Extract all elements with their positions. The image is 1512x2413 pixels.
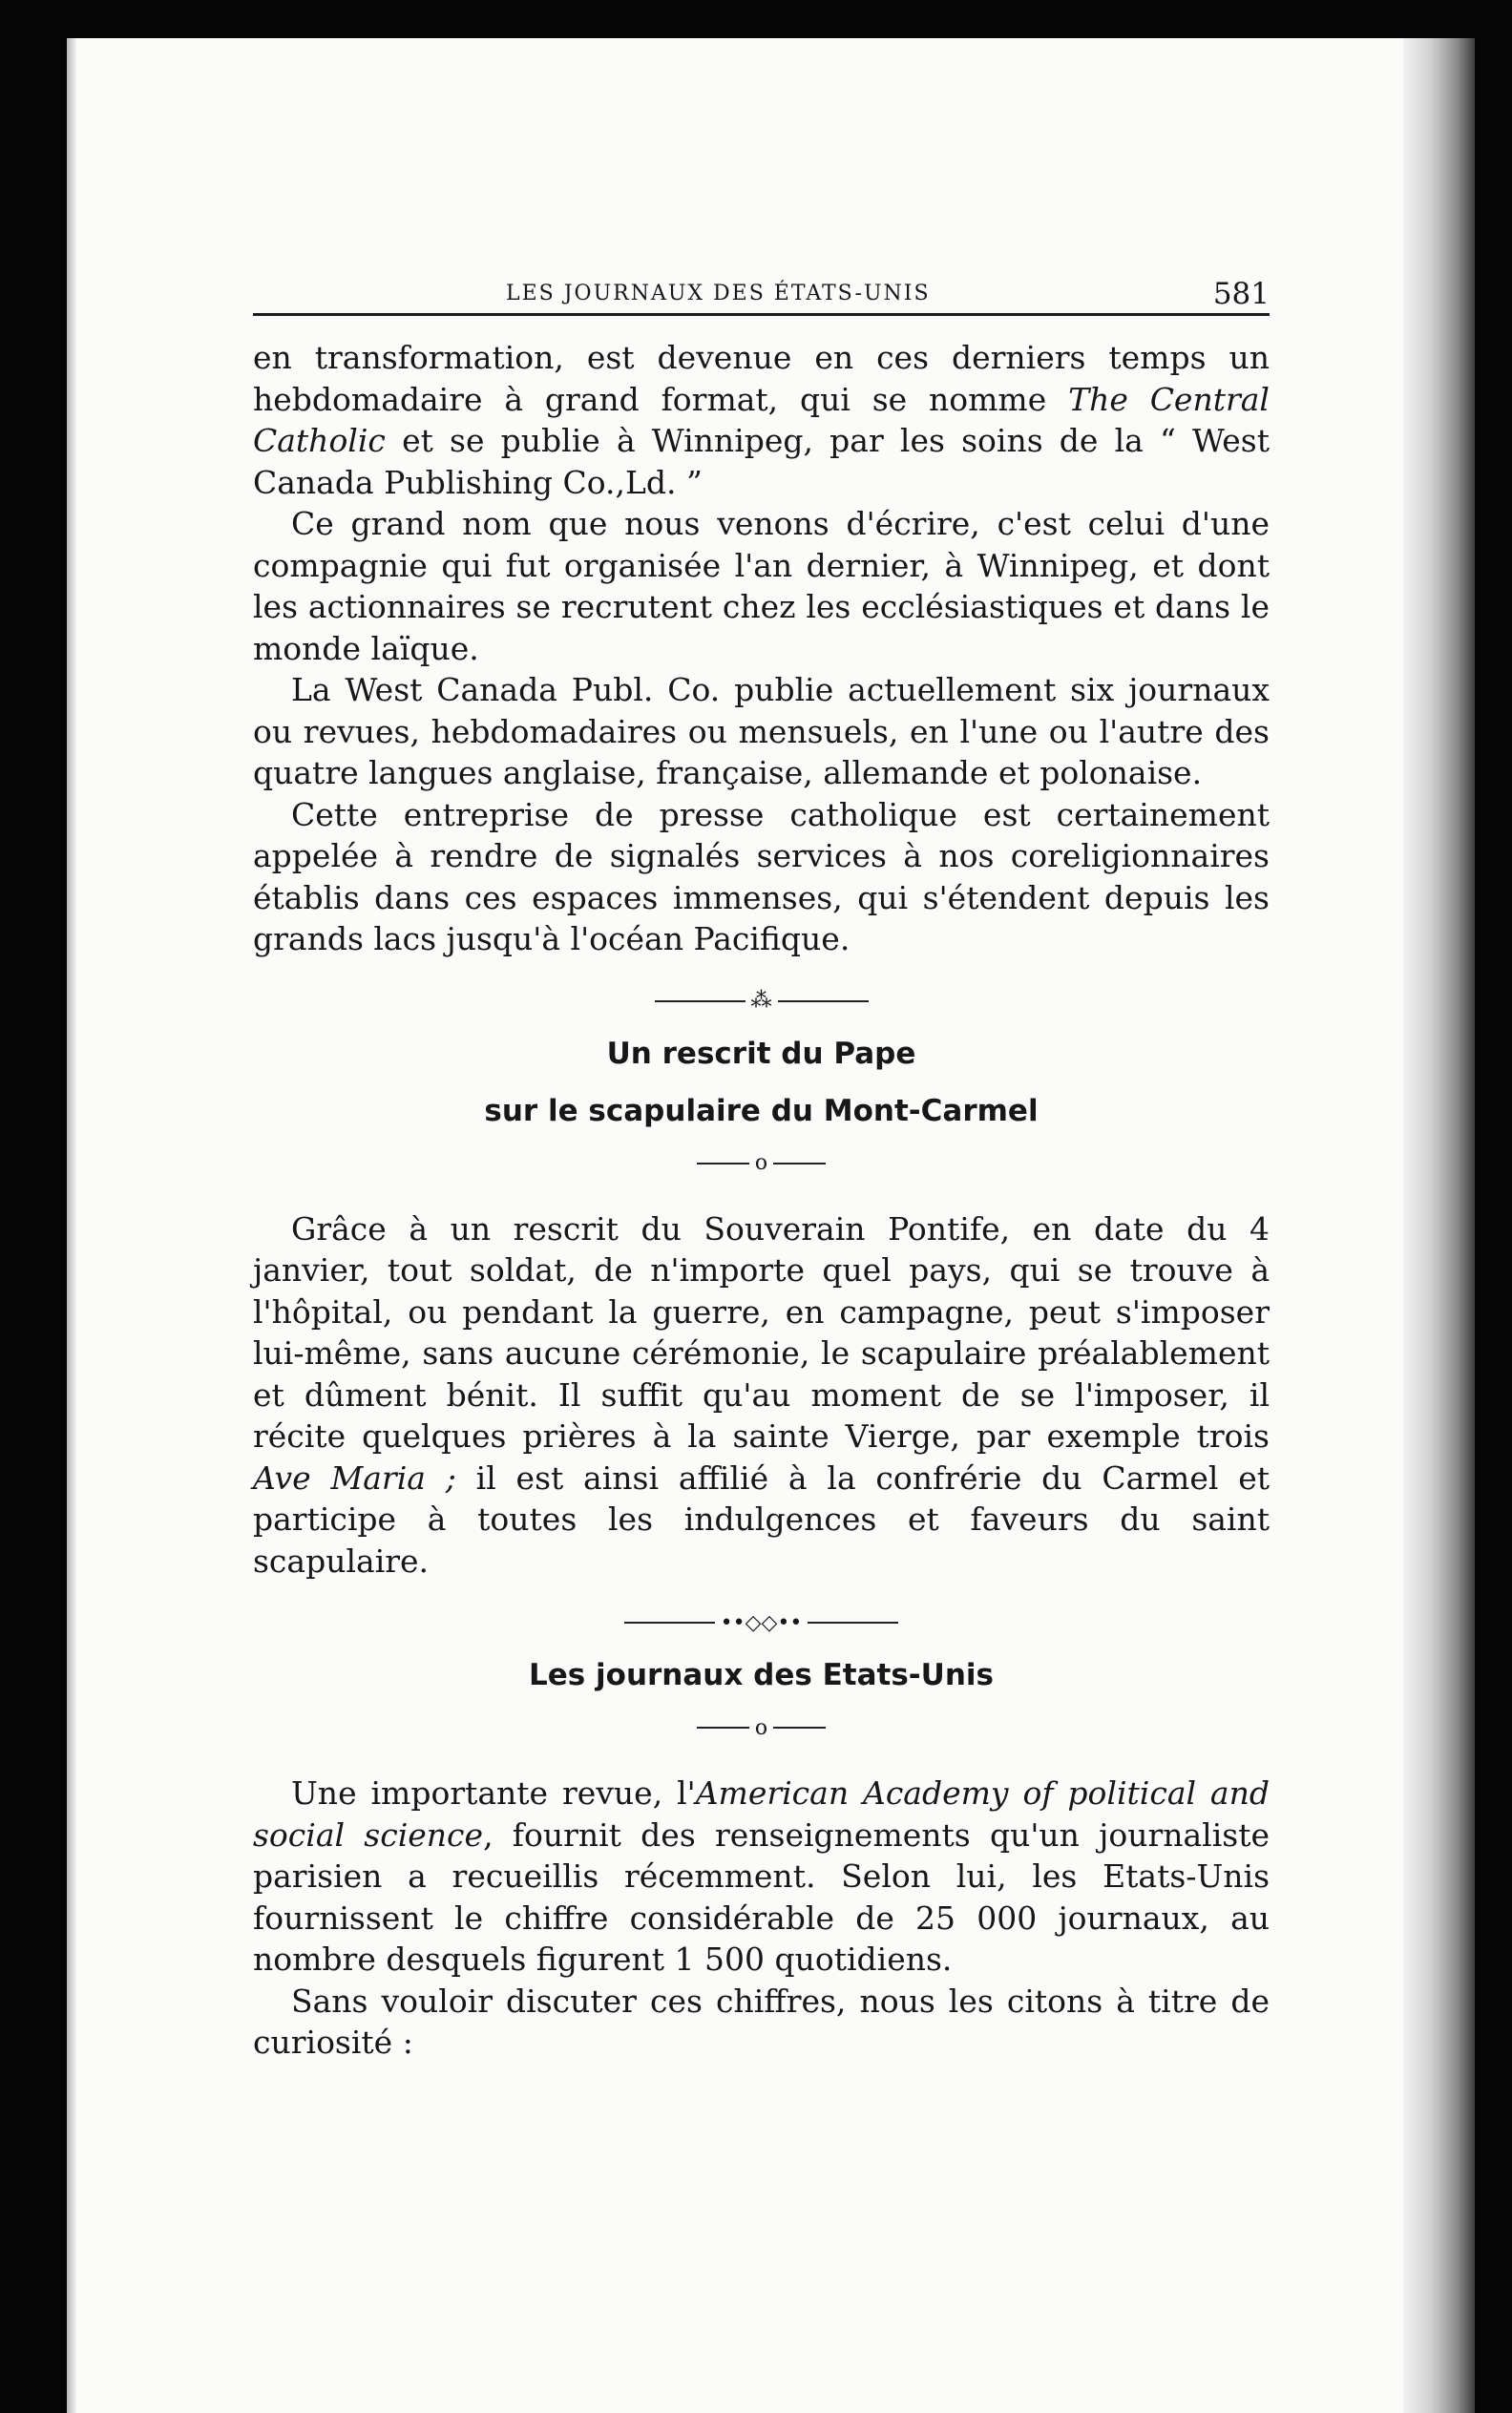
page-left-edge — [67, 38, 76, 2413]
section-heading-line-1: Un rescrit du Pape — [606, 1036, 916, 1071]
ornament-glyph: ⁂ — [750, 989, 772, 1013]
paragraph-3: La West Canada Publ. Co. publie actuellement six journaux ou revues, hebdomadaires ou mensuels, en l'une ou l'autre des quatre langues anglaise, française, allemande et polonaise. — [253, 671, 1270, 791]
divider-rule-left — [697, 1727, 749, 1729]
ornament-rule-right — [778, 1000, 869, 1002]
journaux-paragraph-1 — [253, 1773, 1270, 1981]
paragraph-4: Cette entreprise de presse catholique est certainement appelée à rendre de signalés services à nos coreligionnaires établis dans ces espaces immenses, qui s'étendent depuis les grands lacs jusqu'à l'océan Pacifique. — [253, 795, 1270, 957]
heading-divider — [253, 1140, 1270, 1187]
journaux-paragraph-2: Sans vouloir discuter ces chiffres, nous les citons à titre de curiosité : — [253, 1982, 1270, 2061]
rescrit-paragraph-end: il est ainsi affilié à la confrérie du Carmel et participe à toutes les indulgences et faveurs du saint scapulaire. — [253, 1458, 1270, 1580]
journaux-paragraph-1-start: Une importante revue, l' — [291, 1774, 696, 1812]
journaux-paragraph-1-end: , fournit des renseignements qu'un journaliste parisien a recueillis récemment. Selon lui, les Etats-Unis fournissent le chiffre considérable de 25 000 journaux, au nombre desquels figurent 1 500 quotidiens. — [253, 1815, 1270, 1978]
section-rescrit — [253, 977, 1270, 1583]
paragraph-2: Ce grand nom que nous venons d'écrire, c'est celui d'une compagnie qui fut organisée l'an dernier, à Winnipeg, et dont les actionnaires se recrutent chez les ecclésiastiques et dans le monde laïque. — [253, 505, 1270, 667]
divider-rule-right — [773, 1727, 826, 1729]
section-journaux — [253, 1599, 1270, 2064]
ornament-rule-right — [808, 1622, 898, 1624]
heading-divider — [253, 1704, 1270, 1752]
journaux-paragraph-1-italic: American Academy of political and social science — [253, 1774, 1270, 1854]
paragraph-1 — [253, 337, 1270, 503]
paragraph-1-end: et se publie à Winnipeg, par les soins de la “ West Canada Publishing Co.,Ld. ” — [253, 422, 1270, 501]
divider-glyph: o — [754, 1715, 768, 1740]
divider-rule-left — [697, 1163, 749, 1165]
running-header — [253, 258, 1270, 316]
section-ornament — [253, 977, 1270, 1025]
section-ornament — [253, 1599, 1270, 1647]
page-content — [253, 258, 1270, 2064]
ornament-rule-left — [624, 1622, 715, 1624]
paragraph-1-italic: The Central Catholic — [253, 380, 1270, 459]
running-title: LES JOURNAUX DES ÉTATS-UNIS — [506, 282, 931, 305]
rescrit-paragraph — [253, 1208, 1270, 1583]
section-journaux-text — [253, 1773, 1270, 2064]
section-rescrit-text — [253, 1208, 1270, 1583]
divider-glyph: o — [754, 1151, 768, 1175]
binding-shadow — [1403, 38, 1475, 2413]
page-number: 581 — [1212, 277, 1270, 311]
book-page — [67, 38, 1475, 2413]
divider-rule-right — [773, 1163, 826, 1165]
rescrit-paragraph-start: Grâce à un rescrit du Souverain Pontife, en date du 4 janvier, tout soldat, de n'importe quel pays, qui se trouve à l'hôpital, ou pendant la guerre, en campagne, peut s'imposer lui-même, sans aucune cérémonie, le scapulaire préalablement et dûment bénit. Il suffit qu'au moment de se l'imposer, il récite quelques prières à la sainte Vierge, par exemple trois — [253, 1209, 1270, 1455]
section-heading: Les journaux des Etats-Unis — [529, 1658, 994, 1692]
ornament-glyph: ••◇◇•• — [720, 1610, 803, 1635]
rescrit-paragraph-italic: Ave Maria ; — [253, 1458, 456, 1497]
paragraph-1-start: en transformation, est devenue en ces derniers temps un hebdomadaire à grand format, qui se nomme — [253, 339, 1270, 418]
section-heading-line-2: sur le scapulaire du Mont-Carmel — [484, 1093, 1039, 1128]
opening-text — [253, 337, 1270, 960]
ornament-rule-left — [655, 1000, 746, 1002]
